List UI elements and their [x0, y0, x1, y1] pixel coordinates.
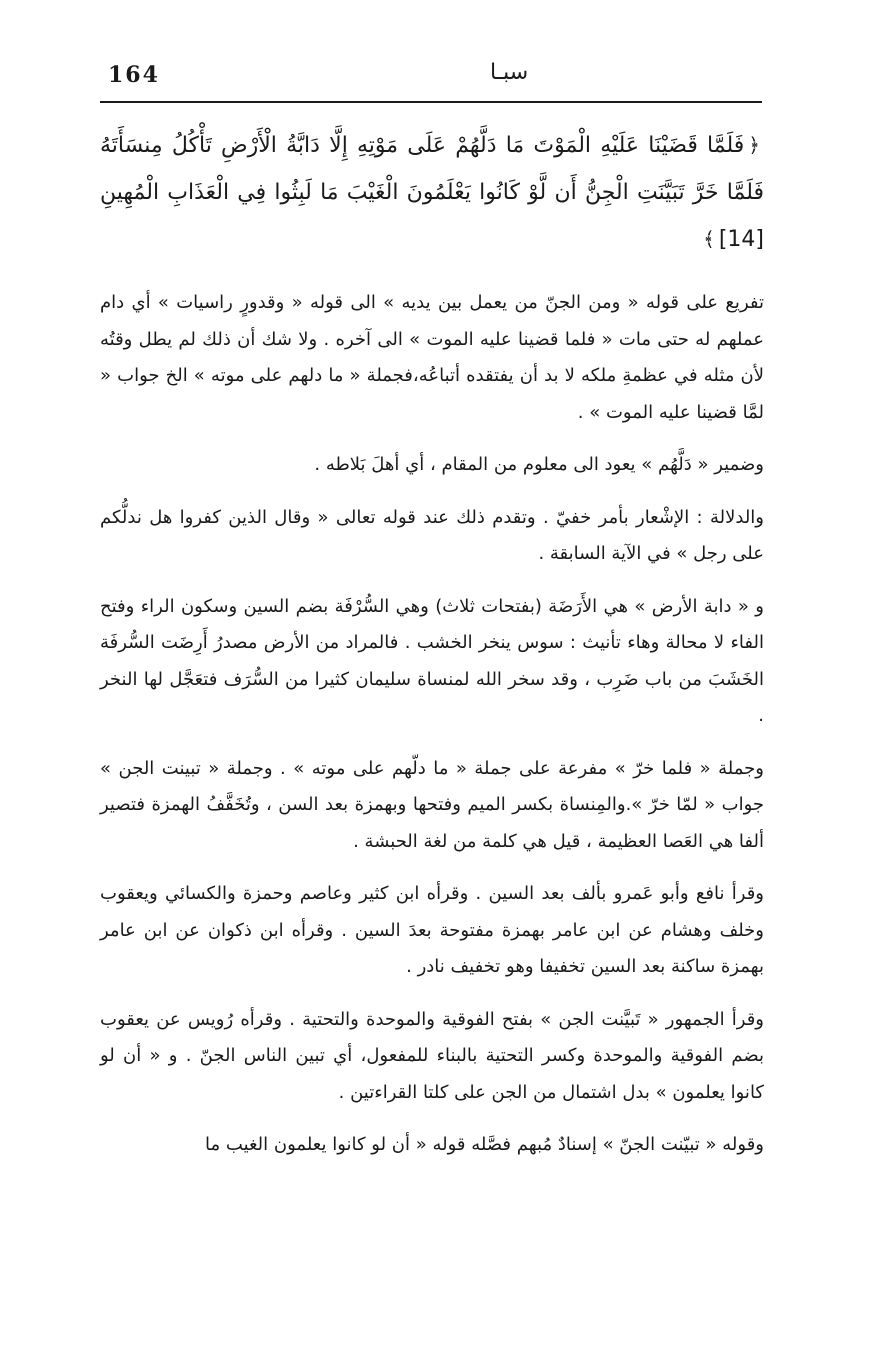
commentary-paragraph: وقرأ الجمهور « تَبيَّنت الجن » بفتح الفوقية والموحدة والتحتية . وقرأه رُويس عن يعقوب بضم الفوقية والموحدة وكسر التحتية بالبناء للمفعول، أي تبين الناس الجنّ . و « أن لو كانوا يعلمون » بدل اشتمال من الجن على كلتا القراءتين .	[100, 1008, 764, 1103]
commentary-paragraph: وجملة « فلما خرّ » مفرعة على جملة « ما دلّهم على موته » . وجملة « تبينت الجن » جواب « لمّا خرّ ».والمِنساة بكسر الميم وفتحها وبهمزة بعد السن ، وتُخَفَّفُ الهمزة فتصير ألفا هي العَصا العظيمة ، قيل هي كلمة من لغة الحبشة .	[100, 757, 764, 852]
commentary-paragraph: وضمير « دَلَّهُم » يعود الى معلوم من المقام ، أي أهلَ بَلاطه .	[314, 454, 764, 475]
commentary-paragraph: تفريع على قوله « ومن الجنّ من يعمل بين يديه » الى قوله « وقدورٍ راسيات » أي دام عملهم له حتى مات « فلما قضينا عليه الموت » الى آخره . ولا شك أن ذلك لم يطل وقتُه لأن مثله في عظمةِ ملكه لا بد أن يفتقده أتباعُه،فجملة « ما دلهم على موته » الخ جواب « لمَّا قضينا عليه الموت » .	[100, 292, 764, 423]
header-divider	[100, 101, 762, 103]
ornate-bracket-close: ﴾	[703, 227, 715, 251]
page-header	[100, 58, 762, 100]
running-title: سبـا	[490, 60, 529, 85]
commentary-paragraph: وقرأ نافع وأبو عَمرو بألف بعد السين . وقرأه ابن كثير وعاصم وحمزة والكسائي ويعقوب وخلف وهشام عن ابن عامر بهمزة مفتوحة بعدَ السين . وقرأه ابن ذكوان عن ابن عامر بهمزة ساكنة بعد السين تخفيفا وهو تخفيف نادر .	[100, 883, 764, 977]
quran-verse	[100, 122, 764, 263]
ornate-bracket-open: ﴿	[748, 133, 760, 157]
verse-text: فَلَمَّا قَضَيْنَا عَلَيْهِ الْمَوْتَ مَا دَلَّهُمْ عَلَى مَوْتِهِ إِلَّا دَابَّةُ الْأَرْضِ تَأْكُلُ مِنسَأَتَهُ فَلَمَّا خَرَّ تَبَيَّنَتِ الْجِنُّ أَن لَّوْ كَانُوا يَعْلَمُونَ الْغَيْبَ مَا لَبِثُوا فِي الْعَذَابِ الْمُهِينِ [14]	[100, 133, 764, 252]
page-number: 164	[108, 62, 160, 88]
commentary-paragraph: و « دابة الأرض » هي الأَرَضَة (بفتحات ثلاث) وهي السُّرْفَة بضم السين وسكون الراء وفتح الفاء لا محالة وهاء تأنيث : سوس ينخر الخشب . فالمراد من الأرض مصدرُ أَرِضَت السُّرفَة الخَشَبَ من باب ضَرِب ، وقد سخر الله لمنساة سليمان كثيرا من السُّرَف فتعَجَّل لها النخر .	[100, 595, 764, 726]
commentary-paragraph: وقوله « تبيّنت الجنّ » إسنادٌ مُبهم فصَّله قوله « أن لو كانوا يعلمون الغيب ما	[205, 1134, 764, 1155]
page-body	[100, 122, 764, 1180]
commentary-paragraph: والدلالة : الإشْعار بأمر خفيّ . وتقدم ذلك عند قوله تعالى « وقال الذين كفروا هل ندلُّكم على رجل » في الآية السابقة .	[100, 506, 764, 564]
